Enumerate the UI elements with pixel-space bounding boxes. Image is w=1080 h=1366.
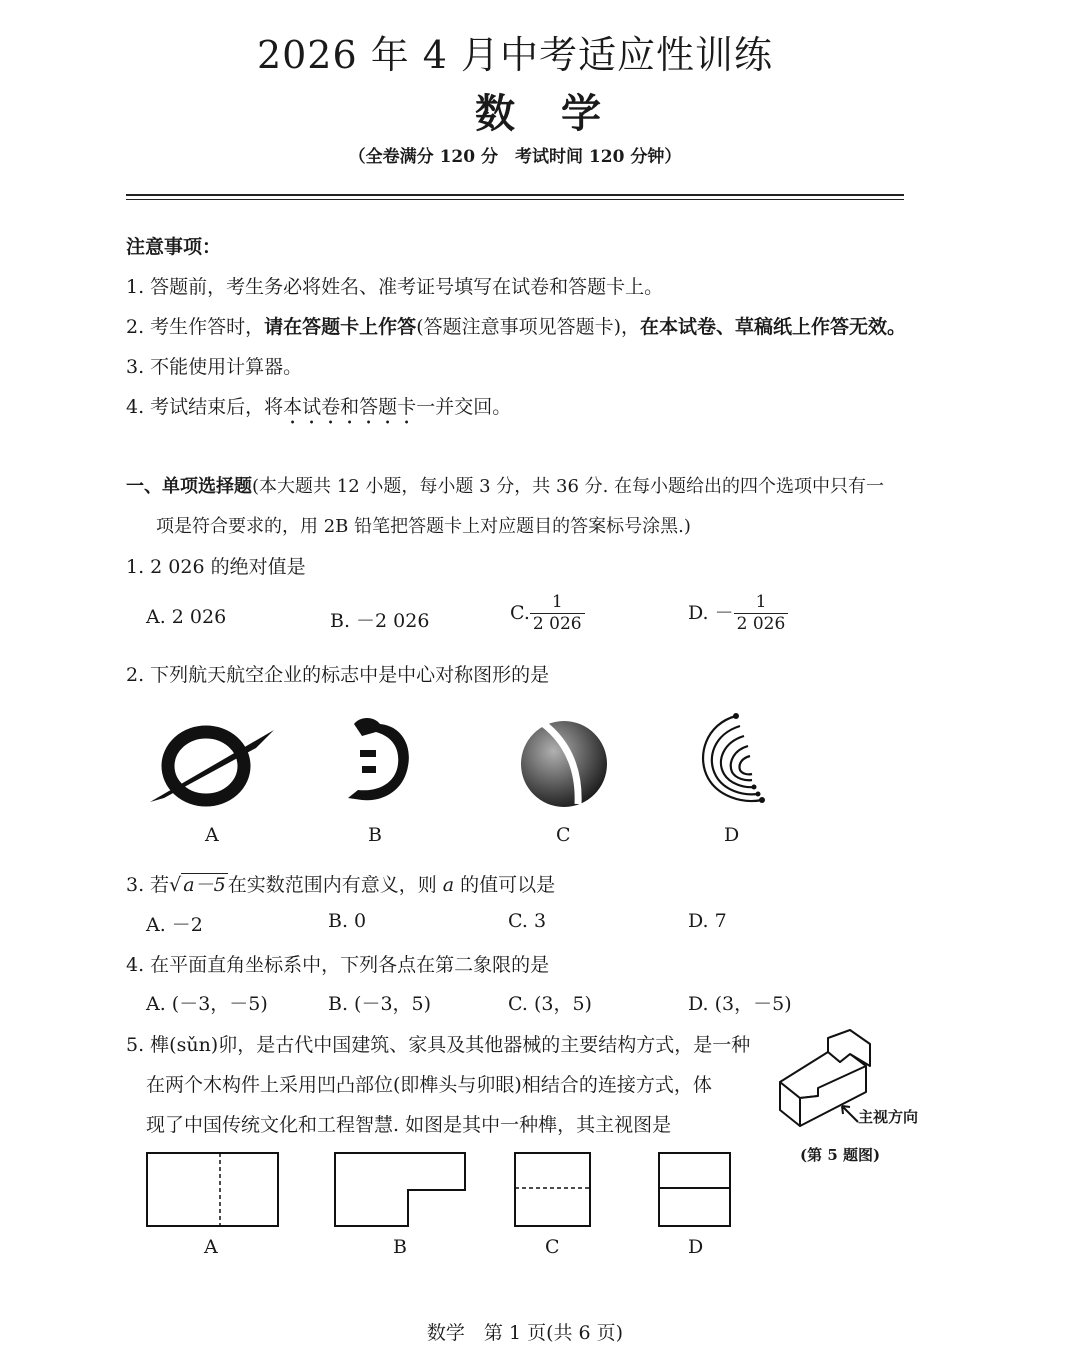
q5-figure-caption: (第 5 题图) <box>800 1146 881 1164</box>
q2-logo-d-dot4 <box>752 785 757 790</box>
score-info: （全卷满分 120 分 考试时间 120 分钟） <box>348 147 682 167</box>
q2-label-b: B <box>368 824 382 846</box>
q5-line-1: 5. 榫(sǔn)卯，是古代中国建筑、家具及其他器械的主要结构方式，是一种 <box>126 1034 751 1056</box>
q2-logo-c <box>518 708 610 808</box>
q1-option-d-prefix: D. － <box>688 601 734 624</box>
q3-radicand: a－5 <box>183 874 226 896</box>
q1-d-denominator: 2 026 <box>734 613 789 635</box>
notice-item-2-mid: (答题注意事项见答题卡)， <box>416 316 641 338</box>
q1-option-b: B. －2 026 <box>330 610 430 632</box>
notice-item-4-post: 一并交回。 <box>416 396 512 418</box>
page-footer: 数学 第 1 页(共 6 页) <box>426 1322 624 1344</box>
q1-option-c-prefix: C. <box>510 601 530 624</box>
q5-view-arrow <box>838 1102 860 1124</box>
q1-option-c <box>510 592 585 636</box>
notice-item-2-bold1: 请在答题卡上作答 <box>264 316 417 338</box>
q3-option-b: B. 0 <box>328 910 367 932</box>
exam-title: 2026 年 4 月中考适应性训练 <box>256 33 774 77</box>
q5-view-direction-label: 主视方向 <box>858 1108 919 1126</box>
q2-label-a: A <box>205 824 219 846</box>
q1-option-d <box>688 592 788 636</box>
q2-logo-c-sphere <box>521 721 607 807</box>
q3-stem-mid: 在实数范围内有意义，则 <box>227 874 437 896</box>
notice-item-1: 1. 答题前，考生务必将姓名、准考证号填写在试卷和答题卡上。 <box>126 276 664 298</box>
q1-c-numerator: 1 <box>551 592 563 612</box>
notice-item-2-pre: 2. 考生作答时， <box>126 316 265 338</box>
q2-logo-d-arc5 <box>739 756 752 774</box>
q5-label-b: B <box>393 1236 407 1258</box>
q2-logo-d <box>696 712 776 808</box>
notice-item-4 <box>126 392 511 429</box>
notice-item-2 <box>126 312 906 339</box>
q1-option-a: A. 2 026 <box>146 606 227 628</box>
q1-c-denominator: 2 026 <box>530 613 585 635</box>
q2-logo-d-dot1 <box>733 713 739 719</box>
q2-logo-b-bar1 <box>360 750 376 757</box>
q5-label-a: A <box>204 1236 218 1258</box>
q1-stem: 1. 2 026 的绝对值是 <box>126 556 306 578</box>
q3-variable: a <box>442 874 455 896</box>
section1-heading-line1: (本大题共 12 小题，每小题 3 分，共 36 分. 在每小题给出的四个选项中只有一 <box>252 476 885 497</box>
q3-radical-sign: √ <box>169 874 182 896</box>
q5-label-c: C <box>545 1236 560 1258</box>
q4-stem: 4. 在平面直角坐标系中，下列各点在第二象限的是 <box>126 954 550 976</box>
q5-label-d: D <box>688 1236 704 1258</box>
notice-item-4-dotted: 本试卷和答题卡 <box>283 396 417 418</box>
q5-option-b-view <box>334 1152 468 1228</box>
subject-title: 数学 <box>475 90 647 137</box>
q2-logo-a-ring <box>168 732 244 800</box>
notice-item-4-pre: 4. 考试结束后，将 <box>126 396 284 418</box>
q4-option-a: A. (－3，－5) <box>146 993 268 1015</box>
q3-option-c: C. 3 <box>508 910 547 932</box>
q2-label-c: C <box>556 824 571 846</box>
q5-option-d-view <box>658 1152 732 1228</box>
q5-option-a-view <box>146 1152 280 1228</box>
q3-stem-pre: 3. 若 <box>126 874 170 896</box>
notice-heading: 注意事项： <box>126 236 222 258</box>
q5-line-3: 现了中国传统文化和工程智慧. 如图是其中一种榫，其主视图是 <box>146 1114 672 1136</box>
section1-heading-bold: 一、单项选择题 <box>126 476 252 497</box>
q1-option-d-fraction <box>734 592 789 636</box>
notice-item-2-bold2: 在本试卷、草稿纸上作答无效。 <box>640 316 907 338</box>
q2-logo-b-bar2 <box>362 766 376 773</box>
header-rule-thick <box>126 194 904 196</box>
q2-logo-b <box>340 714 416 808</box>
q2-logo-d-dot3 <box>756 792 761 797</box>
q2-logo-a <box>146 722 278 806</box>
section1-heading-line2: 项是符合要求的，用 2B 铅笔把答题卡上对应题目的答案标号涂黑.) <box>156 516 691 537</box>
q5-line-2: 在两个木构件上采用凹凸部位(即榫头与卯眼)相结合的连接方式，体 <box>146 1074 712 1096</box>
q2-logo-d-dot2 <box>759 797 765 803</box>
q3-option-a: A. －2 <box>146 914 203 936</box>
q4-option-c: C. (3，5) <box>508 993 592 1015</box>
q2-logo-b-curve <box>348 718 409 800</box>
q2-stem: 2. 下列航天航空企业的标志中是中心对称图形的是 <box>126 664 550 686</box>
q4-option-d: D. (3，－5) <box>688 993 792 1015</box>
q3-stem <box>126 870 555 897</box>
q3-stem-post: 的值可以是 <box>460 874 556 896</box>
q3-option-d: D. 7 <box>688 910 727 932</box>
q1-option-c-fraction <box>530 592 585 636</box>
q5-option-c-view <box>514 1152 592 1228</box>
notice-item-3: 3. 不能使用计算器。 <box>126 356 303 378</box>
header-rule-thin <box>126 199 904 200</box>
q4-option-b: B. (－3，5) <box>328 993 432 1015</box>
q2-label-d: D <box>724 824 740 846</box>
section1-heading <box>126 472 884 498</box>
q1-d-numerator: 1 <box>755 592 767 612</box>
